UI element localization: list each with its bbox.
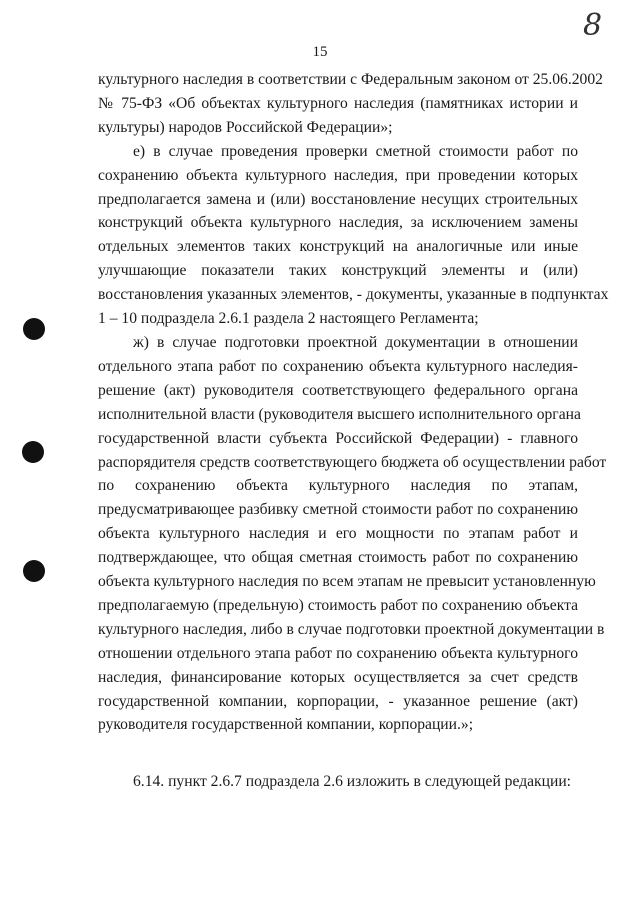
page-number: 15 [312, 44, 328, 60]
text-line: подтверждающее, что общая сметная стоимость работ по сохранению [98, 549, 578, 567]
text-line: наследия, финансирование которых осуществляется за счет средств [98, 668, 578, 686]
document-body [98, 68, 609, 737]
punch-hole [23, 560, 45, 582]
text-line: предполагаемую (предельную) стоимость работ по сохранению объекта [98, 596, 578, 614]
paragraph-continuation [98, 68, 603, 140]
text-line: № 75-ФЗ «Об объектах культурного наследия (памятниках истории и [98, 94, 578, 112]
punch-hole [22, 441, 44, 463]
text-line: сохранению объекта культурного наследия, при проведении которых [98, 166, 578, 184]
text-line: предусматривающее разбивку сметной стоимости работ по сохранению [98, 501, 578, 519]
text-line: государственной власти субъекта Российской Федерации) - главного [98, 429, 578, 447]
text-line: 1 – 10 подраздела 2.6.1 раздела 2 настоящего Регламента; [98, 310, 479, 328]
text-line: объекта культурного наследия по всем этапам не превысит установленную [98, 573, 596, 591]
paragraph-item-zh [98, 331, 607, 737]
text-line: исполнительной власти (руководителя высшего исполнительного органа [98, 405, 581, 423]
text-line: восстановления указанных элементов, - документы, указанные в подпунктах [98, 286, 609, 304]
paragraph-item-e [98, 140, 609, 331]
paragraph-6-14: 6.14. пункт 2.6.7 подраздела 2.6 изложить в следующей редакции: [133, 773, 571, 790]
punch-hole [23, 318, 45, 340]
text-line: культурного наследия в соответствии с Федеральным законом от 25.06.2002 [98, 71, 603, 88]
text-line: распорядителя средств соответствующего бюджета об осуществлении работ [98, 453, 607, 471]
text-line: объекта культурного наследия и его мощности по этапам работ и [98, 525, 578, 543]
text-line: е) в случае проведения проверки сметной стоимости работ по [133, 142, 578, 160]
text-line: отношении отдельного этапа работ по сохранению объекта культурного [98, 644, 578, 662]
text-line: отдельного этапа работ по сохранению объекта культурного наследия- [98, 357, 578, 375]
text-line: ж) в случае подготовки проектной документации в отношении [133, 333, 578, 351]
text-line: отдельных элементов таких конструкций на аналогичные или иные [98, 238, 578, 256]
text-line: культурного наследия, либо в случае подготовки проектной документации в [98, 620, 605, 638]
text-line: решение (акт) руководителя соответствующего федерального органа [98, 381, 578, 399]
text-line: культуры) народов Российской Федерации»; [98, 118, 393, 136]
text-line: по сохранению объекта культурного наследия по этапам, [98, 477, 578, 495]
handwritten-page-mark: 8 [583, 8, 603, 43]
text-line: предполагается замена и (или) восстановление несущих строительных [98, 190, 578, 208]
text-line: конструкций объекта культурного наследия, за исключением замены [98, 214, 578, 232]
text-line: улучшающие показатели таких конструкций элементы и (или) [98, 262, 578, 280]
text-line: государственной компании, корпорации, - указанное решение (акт) [98, 692, 578, 710]
text-line: руководителя государственной компании, корпорации.»; [98, 716, 474, 734]
